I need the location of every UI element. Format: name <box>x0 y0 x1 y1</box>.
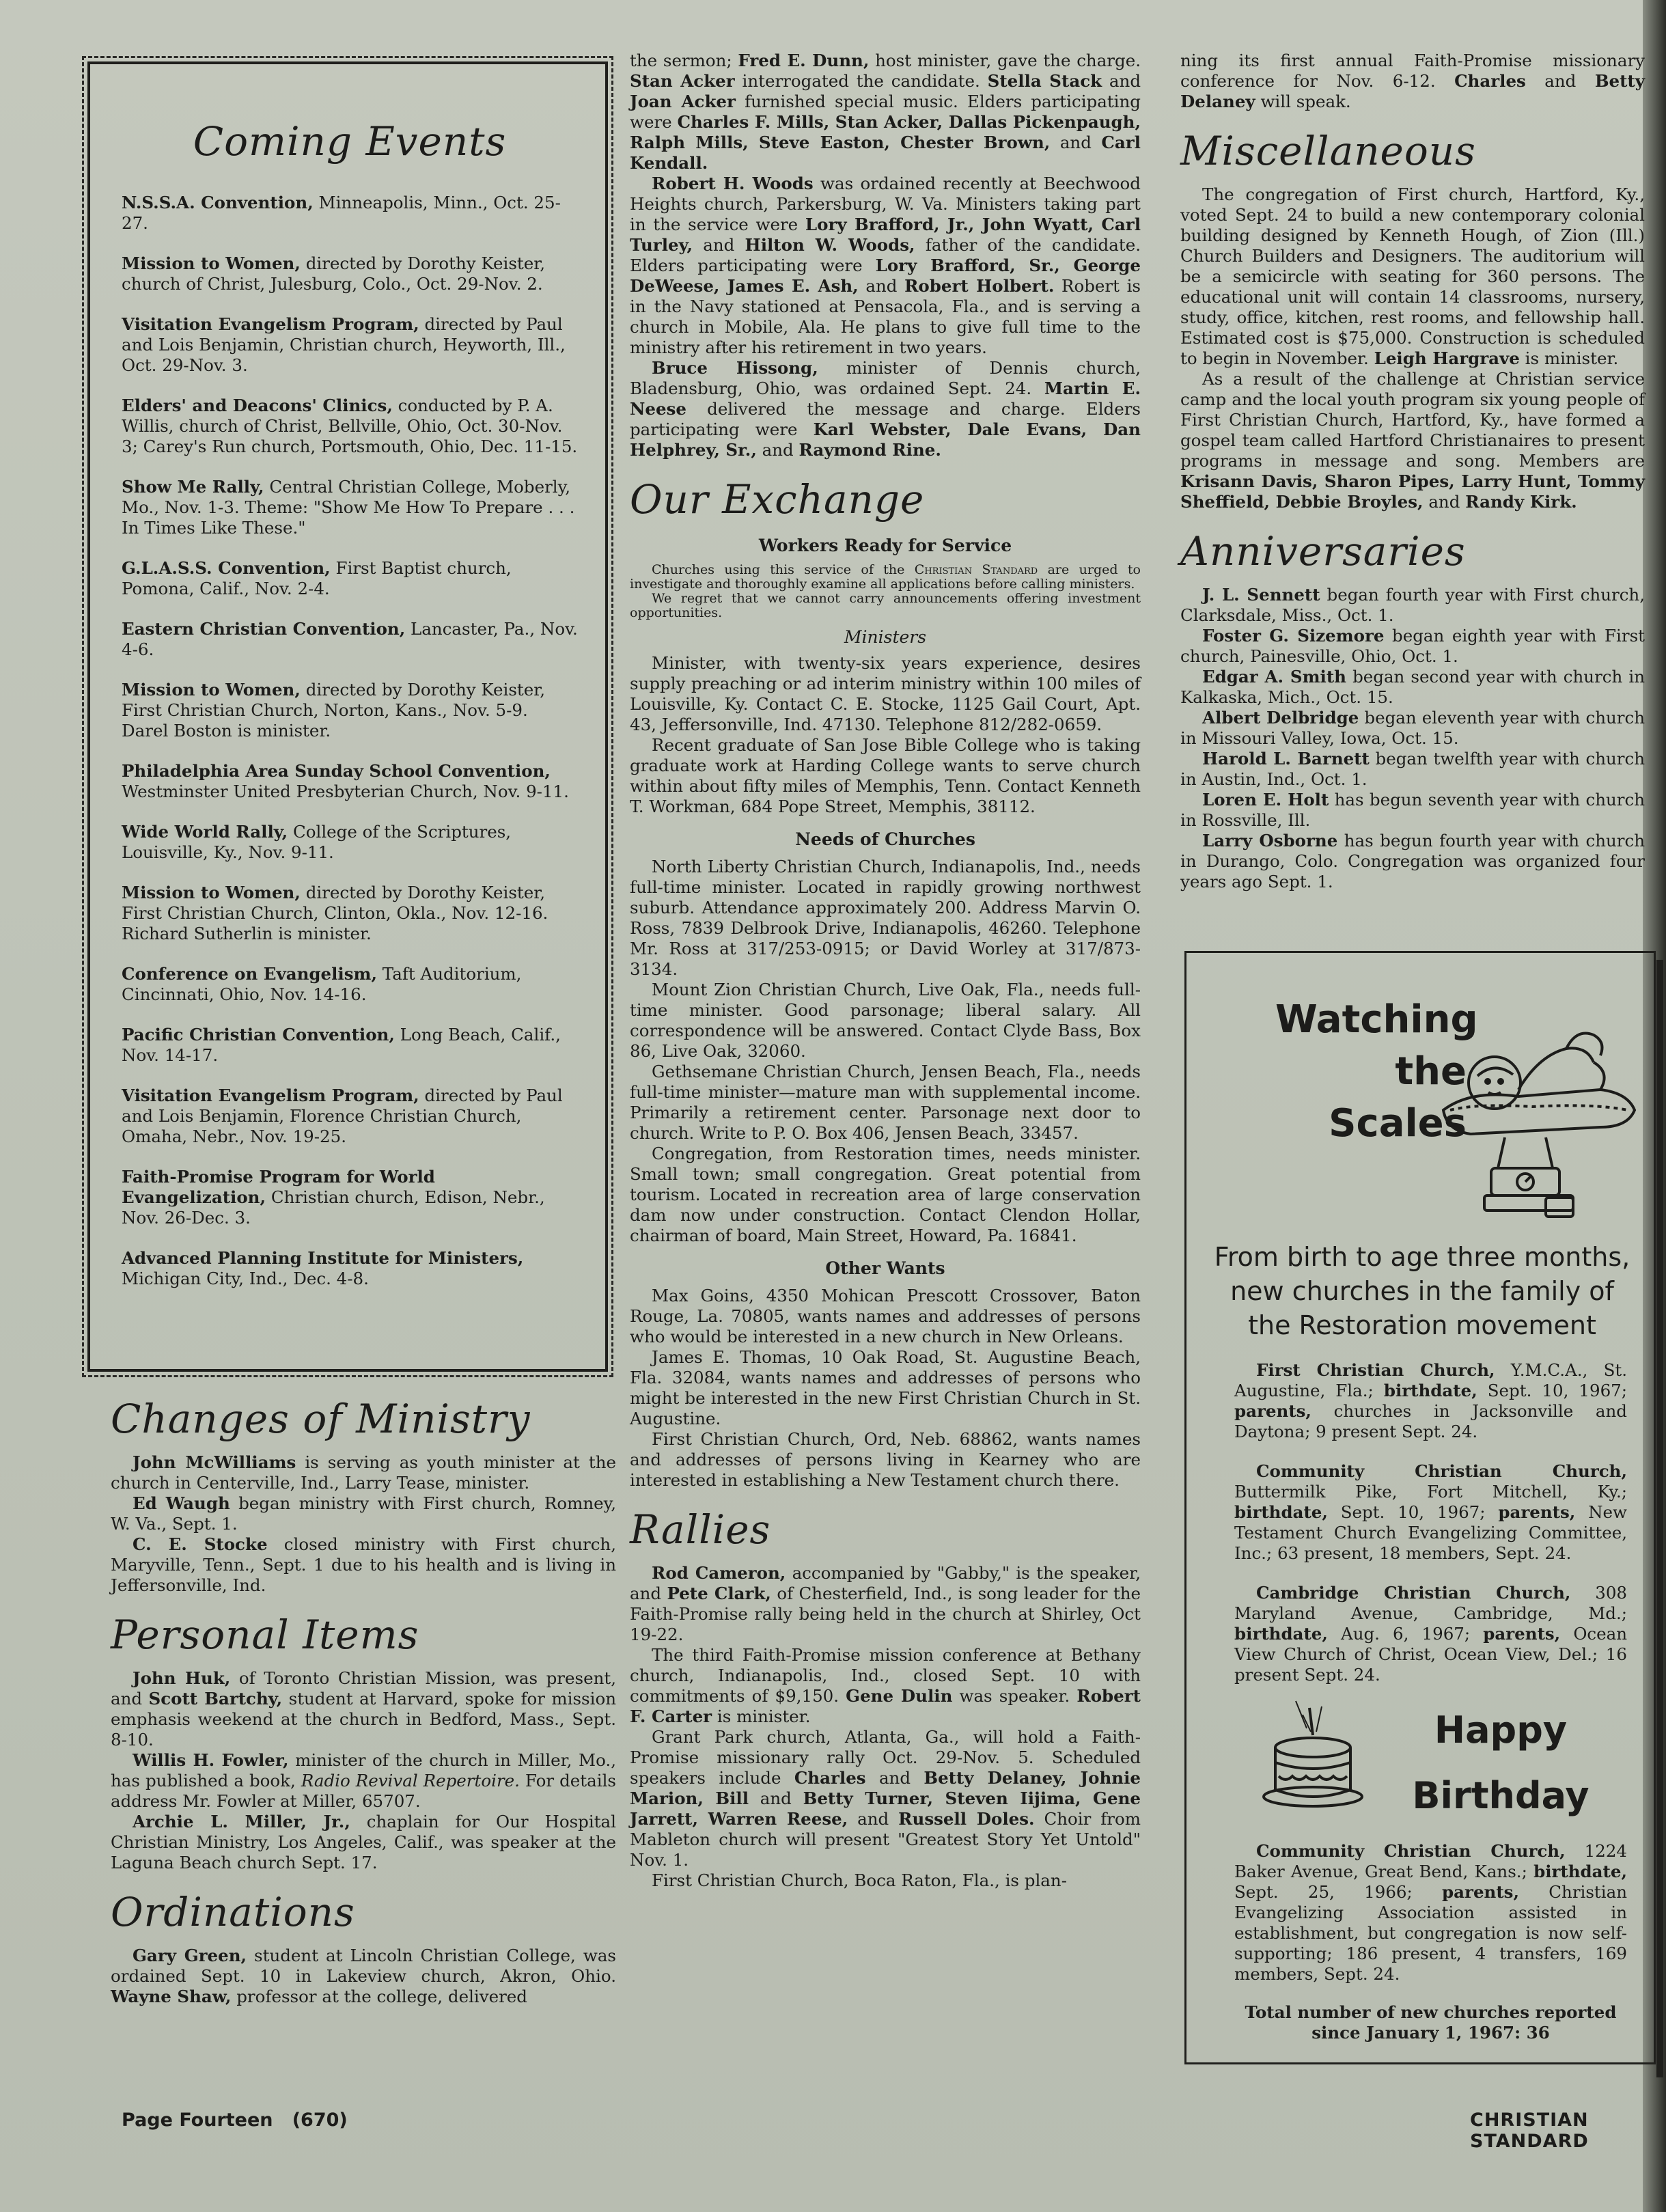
coming-event-item <box>122 761 578 802</box>
other-wants-list <box>630 1286 1141 1491</box>
ordination-item: Gary Green, student at Lincoln Christian College, was ordained Sept. 10 in Lakeview church, Akron, Ohio. Wayne Shaw, professor at the college, delivered <box>111 1946 616 2006</box>
birthdate-value: Aug. 6, 1967; <box>1327 1624 1484 1644</box>
needs-subheading: Needs of Churches <box>795 829 975 849</box>
entry-text: has begun seventh year with church in Rossville, Ill. <box>1180 790 1645 830</box>
minister-ad: Minister, with twenty-six years experience, desires supply preaching or ad interim ministry within 100 miles of Louisville, Ky. Contact C. E. Stocke, 1125 Gail Court, Apt. 43, Jeffersonville, Ind. 47130. Telephone 812/282-0659. <box>630 653 1141 734</box>
other-want-ad: Max Goins, 4350 Mohican Prescott Crossover, Baton Rouge, La. 70805, wants names and addresses of persons who would be interested in a new church in New Orleans. <box>630 1286 1141 1346</box>
coming-event-item <box>122 680 578 741</box>
ministry-change-item <box>111 1452 616 1493</box>
entry-text: directed by Paul and Lois Benjamin, Christian church, Heyworth, Ill., Oct. 29-Nov. 3. <box>122 314 566 375</box>
entry-name: Visitation Evangelism Program, <box>122 1086 419 1105</box>
parents-label: parents, <box>1498 1502 1576 1522</box>
other-want-ad: First Christian Church, Ord, Neb. 68862, wants names and addresses of persons living in Kearney who are interested in establishing a New Testament church there. <box>630 1429 1141 1490</box>
total-new-churches: Total number of new churches reported since January 1, 1967: 36 <box>1245 2002 1617 2043</box>
ministers-list <box>630 653 1141 817</box>
coming-event-item <box>122 314 578 376</box>
coming-event-item <box>122 1167 578 1228</box>
ordinations-heading: Ordinations <box>111 1889 355 1935</box>
anniversary-item <box>1180 667 1645 708</box>
entry-name: Eastern Christian Convention, <box>122 619 406 639</box>
entry-name: Wide World Rally, <box>122 822 288 842</box>
rally-item: Grant Park church, Atlanta, Ga., will hold a Faith-Promise missionary rally Oct. 29-Nov. 5. Scheduled speakers include Charles and Betty Delaney, Johnie Marion, Bill and Betty Turner, Steven Iijima, Gene Jarrett, Warren Reese, and Russell Doles. Choir from Mableton church will present "Greatest Story Yet Untold" Nov. 1. <box>630 1727 1141 1870</box>
parents-label: parents, <box>1234 1401 1311 1421</box>
parents-value: churches in Jacksonville and Daytona; 9 present Sept. 24. <box>1234 1401 1627 1441</box>
coming-event-item <box>122 1086 578 1147</box>
entry-text: began eleventh year with church in Missouri Valley, Iowa, Oct. 15. <box>1180 708 1645 748</box>
entry-name: Loren E. Holt <box>1202 790 1329 810</box>
entry-name: Mission to Women, <box>122 680 301 700</box>
anniversary-item <box>1180 626 1645 667</box>
entry-text: Long Beach, Calif., Nov. 14-17. <box>122 1025 561 1065</box>
church-need-ad: Congregation, from Restoration times, needs minister. Small town; small congregation. Great potential from tourism. Located in recreation area of large conservation dam now under construction. Contact Clendon Hollar, chairman of board, Main Street, Howard, Pa. 16841. <box>630 1144 1141 1245</box>
entry-text: began eighth year with First church, Painesville, Ohio, Oct. 1. <box>1180 626 1645 666</box>
entry-text: directed by Paul and Lois Benjamin, Florence Christian Church, Omaha, Nebr., Nov. 19-25. <box>122 1086 563 1146</box>
entry-name: Elders' and Deacons' Clinics, <box>122 396 393 415</box>
coming-event-item <box>122 1248 578 1289</box>
entry-text: College of the Scriptures, Louisville, Ky., Nov. 9-11. <box>122 822 512 862</box>
church-need-ad: Mount Zion Christian Church, Live Oak, Fla., needs full-time minister. Good parsonage; liberal salary. All correspondence will be answered. Contact Clyde Bass, Box 86, Live Oak, 32060. <box>630 980 1141 1061</box>
anniversaries-heading: Anniversaries <box>1180 528 1466 575</box>
entry-name: Larry Osborne <box>1202 831 1338 851</box>
church-address: Buttermilk Pike, Fort Mitchell, Ky.; <box>1234 1482 1627 1502</box>
minister-ad: Recent graduate of San Jose Bible College who is taking graduate work at Harding College wants to serve church within about fifty miles of Memphis, Tenn. Contact Kenneth T. Workman, 684 Pope Street, Memphis, 38112. <box>630 735 1141 816</box>
ordination-continued: the sermon; Fred E. Dunn, host minister, gave the charge. Stan Acker interrogated the candidate. Stella Stack and Joan Acker furnished special music. Elders participating were Charles F. Mills, Stan Acker, Dallas Pickenpaugh, Ralph Mills, Steve Easton, Chester Brown, and Carl Kendall. <box>630 51 1141 173</box>
coming-events-box <box>87 61 608 1372</box>
column-3 <box>1180 51 1645 892</box>
entry-text: Central Christian College, Moberly, Mo., Nov. 1-3. Theme: "Show Me How To Prepare . . . In Times Like These." <box>122 477 575 538</box>
new-church-entry <box>1234 1461 1627 1564</box>
coming-event-item <box>122 477 578 538</box>
coming-event-item <box>122 193 578 234</box>
birthdate-value: Sept. 10, 1967; <box>1477 1381 1627 1400</box>
rally-continued: ning its first annual Faith-Promise missionary conference for Nov. 6-12. Charles and Betty Delaney will speak. <box>1180 51 1645 111</box>
entry-text: began second year with church in Kalkaska, Mich., Oct. 15. <box>1180 667 1645 707</box>
church-name: First Christian Church, <box>1256 1360 1495 1380</box>
miscellaneous-heading: Miscellaneous <box>1180 128 1476 174</box>
title-line: the <box>1395 1049 1467 1094</box>
ordination-item: Robert H. Woods was ordained recently at Beechwood Heights church, Parkersburg, W. Va. Ministers taking part in the service were Lory Brafford, Jr., John Wyatt, Carl Turley, and Hilton W. Woods, father of the candidate. Elders participating were Lory Brafford, Sr., George DeWeese, James E. Ash, and Robert Holbert. Robert is in the Navy stationed at Pensacola, Fla., and is serving a church in Mobile, Ala. He plans to give full time to the ministry after his retirement in two years. <box>630 174 1141 357</box>
entry-name: Faith-Promise Program for World Evangelization, <box>122 1167 435 1207</box>
coming-event-item <box>122 1025 578 1066</box>
misc-item: The congregation of First church, Hartford, Ky., voted Sept. 24 to build a new contemporary colonial building designed by Kenneth Hough, of Zion (Ill.) Church Builders and Designers. The auditorium will be a semicircle with seating for 360 persons. The educational unit will contain 14 classrooms, nursery, study, office, kitchen, rest rooms, and fellowship hall. Estimated cost is $75,000. Construction is scheduled to begin in November. Leigh Hargrave is minister. <box>1180 184 1645 368</box>
exchange-notice: We regret that we cannot carry announcements offering investment opportunities. <box>630 591 1141 620</box>
church-name: Community Christian Church, <box>1256 1461 1627 1481</box>
entry-name: Mission to Women, <box>122 253 301 273</box>
birthday-church: Community Christian Church, 1224 Baker Avenue, Great Bend, Kans.; birthdate, Sept. 25, 1966; parents, Christian Evangelizing Association assisted in establishment, but congregation is now self-supporting; 186 present, 4 transfers, 169 members, Sept. 24. <box>1234 1841 1627 1984</box>
new-church-entry <box>1234 1360 1627 1442</box>
entry-name: Show Me Rally, <box>122 477 264 497</box>
parents-value: New Testament Church Evangelizing Committee, Inc.; 63 present, 18 members, Sept. 24. <box>1234 1502 1627 1563</box>
ministry-change-item <box>111 1534 616 1596</box>
entry-name: J. L. Sennett <box>1202 585 1320 605</box>
entry-text: has begun fourth year with church in Durango, Colo. Congregation was organized four years ago Sept. 1. <box>1180 831 1645 891</box>
entry-text: Minneapolis, Minn., Oct. 25-27. <box>122 193 561 233</box>
anniversary-item <box>1180 585 1645 626</box>
rallies-heading: Rallies <box>630 1506 771 1553</box>
publication-name: CHRISTIAN STANDARD <box>1470 2110 1589 2152</box>
birthday-cake-icon <box>1262 1694 1364 1810</box>
birthdate-label: birthdate, <box>1234 1502 1328 1522</box>
entry-text: began fourth year with First church, Clarksdale, Miss., Oct. 1. <box>1180 585 1645 625</box>
title-line: Scales <box>1329 1101 1467 1146</box>
parents-value: Ocean View Church of Christ, Ocean View, Del.; 16 present Sept. 24. <box>1234 1624 1628 1685</box>
changes-of-ministry-list <box>111 1452 616 1596</box>
entry-name: N.S.S.A. Convention, <box>122 193 314 212</box>
misc-item: As a result of the challenge at Christian service camp and the local youth program six young people of First Christian Church, Hartford, Ky., have formed a gospel team called Hartford Christianaires to present programs in message and song. Members are Krisann Davis, Sharon Pipes, Larry Hunt, Tommy Sheffield, Debbie Broyles, and Randy Kirk. <box>1180 369 1645 512</box>
anniversary-item <box>1180 790 1645 831</box>
entry-name: C. E. Stocke <box>133 1534 268 1554</box>
needs-list <box>630 857 1141 1246</box>
exchange-notice: Churches using this service of the Christian Standard are urged to investigate and thoroughly examine all applications before calling ministers. <box>630 562 1141 592</box>
watching-the-scales-box <box>1184 951 1656 2064</box>
entry-name: G.L.A.S.S. Convention, <box>122 558 331 578</box>
birthdate-label: birthdate, <box>1234 1624 1328 1644</box>
page-number: Page Fourteen (670) <box>122 2110 348 2131</box>
personal-item: Archie L. Miller, Jr., chaplain for Our Hospital Christian Ministry, Los Angeles, Calif., was speaker at the Laguna Beach church Sept. 17. <box>111 1812 616 1872</box>
rally-item: The third Faith-Promise mission conference at Bethany church, Indianapolis, Ind., closed Sept. 10 with commitments of $9,150. Gene Dulin was speaker. Robert F. Carter is minister. <box>630 1645 1141 1726</box>
rally-item: First Christian Church, Boca Raton, Fla., is plan- <box>652 1870 1067 1890</box>
anniversaries-list <box>1180 585 1645 892</box>
column-2 <box>630 51 1141 1891</box>
church-need-ad: Gethsemane Christian Church, Jensen Beach, Fla., needs full-time minister—mature man with supplemental income. Primarily a retirement center. Parsonage next door to church. Write to P. O. Box 406, Jensen Beach, 33457. <box>630 1062 1141 1143</box>
happy-line: Happy <box>1434 1709 1568 1752</box>
workers-ready-subheading: Workers Ready for Service <box>758 536 1012 555</box>
anniversary-item <box>1180 831 1645 892</box>
coming-events-heading: Coming Events <box>193 118 507 165</box>
personal-items-heading: Personal Items <box>111 1612 419 1658</box>
entry-name: Foster G. Sizemore <box>1202 626 1385 646</box>
entry-name: Albert Delbridge <box>1202 708 1359 728</box>
entry-name: Philadelphia Area Sunday School Convention, <box>122 761 551 781</box>
ordination-item: Bruce Hissong, minister of Dennis church, Bladensburg, Ohio, was ordained Sept. 24. Martin E. Neese delivered the message and charge. Elders participating were Karl Webster, Dale Evans, Dan Helphrey, Sr., and Raymond Rine. <box>630 358 1141 460</box>
entry-name: Harold L. Barnett <box>1202 749 1370 769</box>
coming-event-item <box>122 253 578 294</box>
happy-birthday-title <box>1391 1698 1610 1829</box>
entry-text: began twelfth year with church in Austin, Ind., Oct. 1. <box>1180 749 1645 789</box>
title-line: Watching <box>1275 997 1478 1042</box>
birthday-entry <box>1234 1841 1627 1985</box>
entry-text: Lancaster, Pa., Nov. 4-6. <box>122 619 578 659</box>
our-exchange-heading: Our Exchange <box>630 476 925 523</box>
entry-text: Taft Auditorium, Cincinnati, Ohio, Nov. 14-16. <box>122 964 522 1004</box>
entry-text: is serving as youth minister at the church in Centerville, Ind., Larry Tease, minister. <box>111 1452 616 1493</box>
entry-text: Michigan City, Ind., Dec. 4-8. <box>122 1269 369 1288</box>
coming-event-item <box>122 619 578 660</box>
entry-name: Visitation Evangelism Program, <box>122 314 419 334</box>
ministers-subheading: Ministers <box>844 627 927 647</box>
new-churches-list <box>1234 1360 1627 1704</box>
entry-name: Conference on Evangelism, <box>122 964 377 984</box>
entry-name: John McWilliams <box>133 1452 296 1472</box>
entry-text: Christian church, Edison, Nebr., Nov. 26-Dec. 3. <box>122 1187 545 1228</box>
entry-name: Advanced Planning Institute for Ministers, <box>122 1248 524 1268</box>
coming-events-list <box>122 193 578 1289</box>
coming-event-item <box>122 822 578 863</box>
scales-subtitle: From birth to age three months, new churches in the family of the Restoration movement <box>1214 1242 1630 1340</box>
parents-label: parents, <box>1483 1624 1561 1644</box>
rally-item: Rod Cameron, accompanied by "Gabby," is the speaker, and Pete Clark, of Chesterfield, Ind., is song leader for the Faith-Promise rally being held in the church at Shirley, Oct 19-22. <box>630 1563 1141 1644</box>
entry-text: conducted by P. A. Willis, church of Christ, Bellville, Ohio, Oct. 30-Nov. 3; Carey's Run church, Portsmouth, Ohio, Dec. 11-15. <box>122 396 578 456</box>
coming-event-item <box>122 883 578 944</box>
other-want-ad: James E. Thomas, 10 Oak Road, St. Augustine Beach, Fla. 32084, wants names and addresses of persons who might be interested in the new First Christian Church in St. Augustine. <box>630 1347 1141 1428</box>
baby-on-scale-illustration <box>1430 1008 1648 1226</box>
entry-text: directed by Dorothy Keister, church of Christ, Julesburg, Colo., Oct. 29-Nov. 2. <box>122 253 546 294</box>
coming-event-item <box>122 964 578 1005</box>
entry-name: Ed Waugh <box>133 1493 230 1513</box>
coming-event-item <box>122 396 578 457</box>
church-address: 308 Maryland Avenue, Cambridge, Md.; <box>1234 1583 1627 1623</box>
church-name: Cambridge Christian Church, <box>1256 1583 1571 1603</box>
entry-text: began ministry with First church, Romney, W. Va., Sept. 1. <box>111 1493 617 1534</box>
personal-item: Willis H. Fowler, minister of the church in Miller, Mo., has published a book, Radio Revival Repertoire. For details address Mr. Fowler at Miller, 65707. <box>111 1750 617 1811</box>
entry-text: closed ministry with First church, Maryville, Tenn., Sept. 1 due to his health and is living in Jeffersonville, Ind. <box>111 1534 616 1595</box>
personal-item: John Huk, of Toronto Christian Mission, was present, and Scott Bartchy, student at Harvard, spoke for mission emphasis weekend at the church in Bedford, Mass., Sept. 8-10. <box>111 1668 616 1750</box>
church-need-ad: North Liberty Christian Church, Indianapolis, Ind., needs full-time minister. Located in rapidly growing northwest suburb. Attendance approximately 200. Address Marvin O. Ross, 7839 Delbrook Drive, Indianapolis, 46260. Telephone Mr. Ross at 317/253-0915; or David Worley at 317/873-3134. <box>630 857 1141 979</box>
birthdate-label: birthdate, <box>1383 1381 1477 1400</box>
new-church-entry <box>1234 1583 1627 1685</box>
birthday-line: Birthday <box>1412 1774 1589 1817</box>
ministry-change-item <box>111 1493 616 1534</box>
column-1-lower <box>111 1395 616 2007</box>
entry-text: directed by Dorothy Keister, First Christian Church, Clinton, Okla., Nov. 12-16. Richard Sutherlin is minister. <box>122 883 549 943</box>
other-wants-subheading: Other Wants <box>825 1258 945 1278</box>
entry-name: Edgar A. Smith <box>1202 667 1346 687</box>
anniversary-item <box>1180 749 1645 790</box>
entry-text: Westminster United Presbyterian Church, Nov. 9-11. <box>122 782 569 801</box>
anniversary-item <box>1180 708 1645 749</box>
coming-event-item <box>122 558 578 599</box>
entry-text: First Baptist church, Pomona, Calif., Nov. 2-4. <box>122 558 512 598</box>
birthdate-value: Sept. 10, 1967; <box>1327 1502 1499 1522</box>
church-address: Y.M.C.A., St. Augustine, Fla.; <box>1234 1360 1627 1400</box>
changes-of-ministry-heading: Changes of Ministry <box>111 1396 531 1442</box>
entry-text: directed by Dorothy Keister, First Christian Church, Norton, Kans., Nov. 5-9. Darel Boston is minister. <box>122 680 546 741</box>
entry-name: Mission to Women, <box>122 883 301 902</box>
entry-name: Pacific Christian Convention, <box>122 1025 395 1045</box>
